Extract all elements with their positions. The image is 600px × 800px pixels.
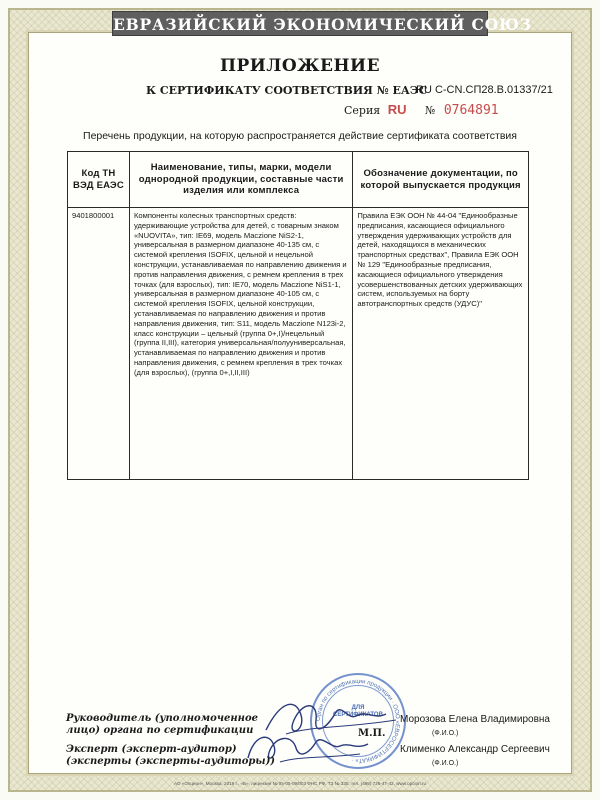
certificate-subtitle: К СЕРТИФИКАТУ СООТВЕТСТВИЯ № ЕАЭС [146,84,428,97]
cell-description: Компоненты колесных транспортных средств: удерживающие устройства для детей, с товарным знаком «NUOVITA», тип: IE69, модель Maczione NiS2-1, универсальная в размерном диапазоне 40-135 см, с системой крепления ISOFIX, цельной и нецельной конструкции, устанавливаемая по направлению движения и против направления движения, с ремнем крепления в трех точках (для взрослых), тип: IE70, модель Maczione NiS1-1, универсальная в размерном диапазоне 40-105 см, с системой крепления ISOFIX, цельной конструкции, устанавливаемая по направлению движения и против направления движения, тип: S11, модель Maczione N123i-2, класс конструкции – цельный (группа 0+,I)/нецельный (группа II,III), категория универсальная/полууниверсальная, устанавливаемая по направлению движения и против направления движения, с ремнем крепления в трех точках (для взрослых), (группа 0+,I,II,III) [129,208,352,480]
stamp-place-mark: М.П. [358,728,386,739]
header-documentation: Обозначение документации, по которой выпускается продукция [353,152,529,208]
head-role: Руководитель (уполномоченное лицо) органа по сертификации [66,713,258,736]
product-table [67,151,529,480]
expert-name: Клименко Александр Сергеевич [400,744,550,755]
series-code: RU [387,102,407,117]
expert-role: Эксперт (эксперт-аудитор) (эксперты (эксперты-аудиторы)) [66,744,276,767]
head-fio-caption: (Ф.И.О.) [432,730,459,737]
cell-documentation: Правила ЕЭК ООН № 44-04 "Единообразные предписания, касающиеся официального утверждения удерживающих устройств для детей, находящихся в механических транспортных средствах", Правила ЕЭК ООН № 129 "Единообразные предписания, касающиеся официального утверждения усовершенствованных детских удерживающих систем, используемых на борту автотранспортных средств (УДУС)" [353,208,529,480]
intro-text: Перечень продукции, на которую распространяется действие сертификата соответствия [83,130,517,142]
table-row [68,208,529,480]
svg-text:Орган по сертификации продукци: Орган по сертификации продукции · ООО «ЕВРОСЕРТИФИКАТ» · [315,678,400,763]
expert-fio-caption: (Ф.И.О.) [432,760,459,767]
page-title: ПРИЛОЖЕНИЕ [219,56,381,76]
header-description: Наименование, типы, марки, модели однородной продукции, составные части изделия или комплекса [129,152,352,208]
table-header-row [68,152,529,208]
certificate-number: RU С-CN.СП28.В.01337/21 [416,84,553,96]
header-banner: ЕВРАЗИЙСКИЙ ЭКОНОМИЧЕСКИЙ СОЮЗ [112,11,488,36]
head-name: Морозова Елена Владимировна [400,714,550,725]
header-code: Код ТН ВЭД ЕАЭС [68,152,130,208]
series-row [344,101,499,119]
printer-footer: АО «Опцион», Москва, 2019 г., «Б», лицензия № 05-05-09/003 ФНС РФ, ТЗ № 335, тел. (495) 726-47-42, www.opcion.ru [173,781,427,786]
cell-code: 9401800001 [68,208,130,480]
series-label: Серия [344,104,381,117]
seal-center-text: ДЛЯ СЕРТИФИКАТОВ [333,705,383,718]
number-sign: № [424,104,436,117]
form-number: 0764891 [443,103,499,118]
